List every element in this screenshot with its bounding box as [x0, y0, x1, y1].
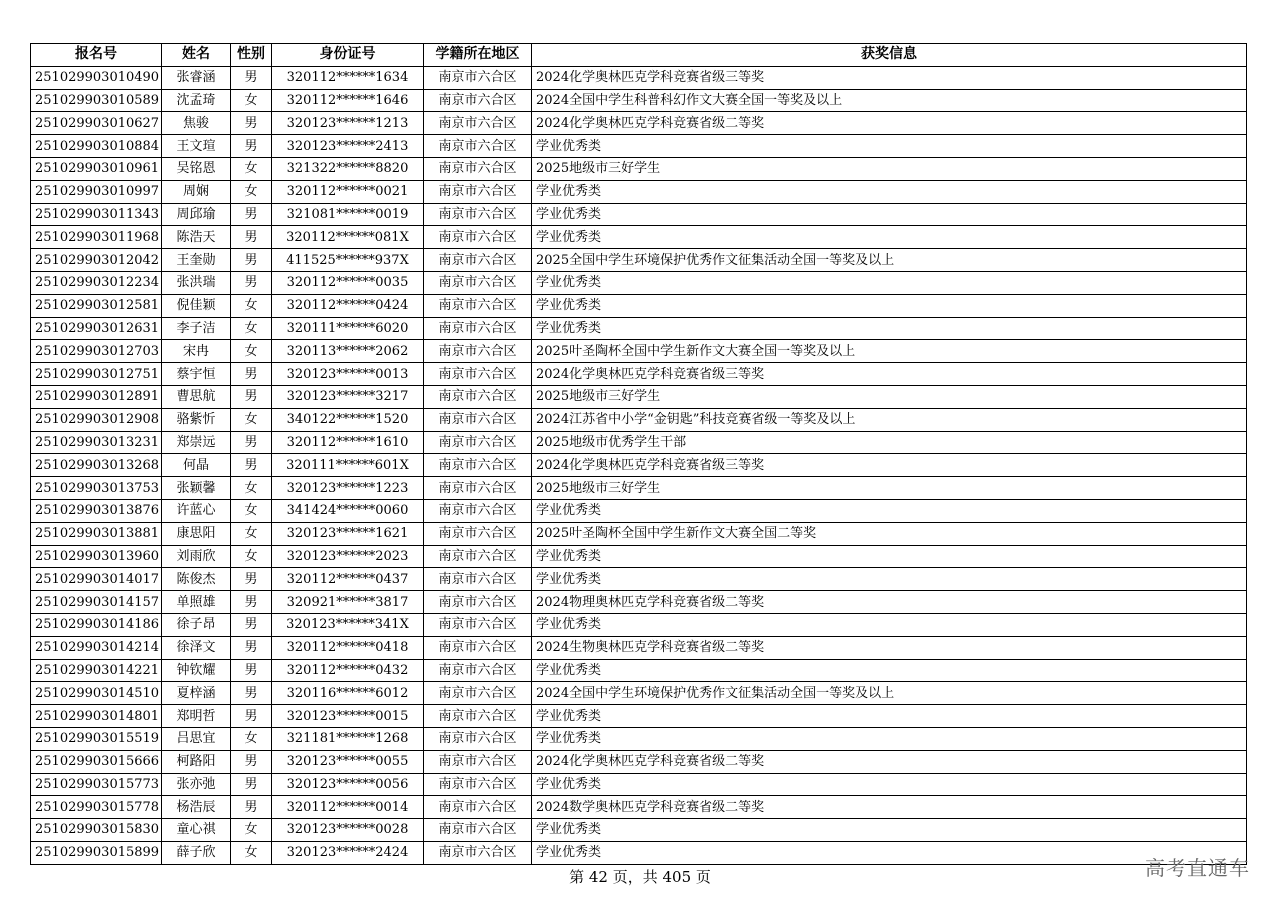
table-row	[31, 408, 1247, 431]
gender-cell: 男	[231, 385, 272, 408]
table-row	[31, 636, 1247, 659]
table-row	[31, 66, 1247, 89]
table-row	[31, 340, 1247, 363]
gender-cell: 女	[231, 157, 272, 180]
region-cell: 南京市六合区	[424, 636, 532, 659]
id-card-cell: 320123******1621	[272, 522, 424, 545]
registration-number-cell: 251029903014186	[31, 613, 162, 636]
id-card-cell: 340122******1520	[272, 408, 424, 431]
region-cell: 南京市六合区	[424, 66, 532, 89]
award-cell: 学业优秀类	[532, 203, 1247, 226]
id-card-cell: 320123******0056	[272, 773, 424, 796]
name-cell: 李子洁	[162, 317, 231, 340]
gender-cell: 男	[231, 226, 272, 249]
award-cell: 学业优秀类	[532, 727, 1247, 750]
region-cell: 南京市六合区	[424, 180, 532, 203]
name-cell: 柯路阳	[162, 750, 231, 773]
region-cell: 南京市六合区	[424, 363, 532, 386]
id-card-cell: 320112******081X	[272, 226, 424, 249]
award-cell: 2025叶圣陶杯全国中学生新作文大赛全国一等奖及以上	[532, 340, 1247, 363]
id-card-cell: 320112******0021	[272, 180, 424, 203]
name-cell: 王奎勋	[162, 249, 231, 272]
table-row	[31, 112, 1247, 135]
gender-cell: 女	[231, 819, 272, 842]
region-cell: 南京市六合区	[424, 385, 532, 408]
id-card-cell: 320123******2413	[272, 135, 424, 158]
registration-number-cell: 251029903015666	[31, 750, 162, 773]
gender-cell: 男	[231, 66, 272, 89]
table-row	[31, 522, 1247, 545]
registration-number-cell: 251029903013960	[31, 545, 162, 568]
table-row	[31, 773, 1247, 796]
registration-number-cell: 251029903012751	[31, 363, 162, 386]
name-cell: 张颖馨	[162, 477, 231, 500]
award-cell: 学业优秀类	[532, 841, 1247, 864]
name-cell: 徐泽文	[162, 636, 231, 659]
award-cell: 2024化学奥林匹克学科竞赛省级二等奖	[532, 112, 1247, 135]
award-cell: 学业优秀类	[532, 294, 1247, 317]
region-cell: 南京市六合区	[424, 477, 532, 500]
header-gender: 性别	[231, 44, 272, 67]
award-cell: 学业优秀类	[532, 705, 1247, 728]
award-cell: 学业优秀类	[532, 271, 1247, 294]
id-card-cell: 320113******2062	[272, 340, 424, 363]
id-card-cell: 320123******1213	[272, 112, 424, 135]
award-cell: 学业优秀类	[532, 135, 1247, 158]
award-cell: 2024化学奥林匹克学科竞赛省级二等奖	[532, 750, 1247, 773]
id-card-cell: 320112******0432	[272, 659, 424, 682]
name-cell: 钟钦耀	[162, 659, 231, 682]
gender-cell: 女	[231, 841, 272, 864]
name-cell: 陈俊杰	[162, 568, 231, 591]
id-card-cell: 320123******1223	[272, 477, 424, 500]
registration-number-cell: 251029903010490	[31, 66, 162, 89]
table-row	[31, 203, 1247, 226]
registration-number-cell: 251029903015773	[31, 773, 162, 796]
name-cell: 徐子昂	[162, 613, 231, 636]
id-card-cell: 411525******937X	[272, 249, 424, 272]
table-row	[31, 568, 1247, 591]
name-cell: 吕思宜	[162, 727, 231, 750]
table-row	[31, 841, 1247, 864]
name-cell: 宋冉	[162, 340, 231, 363]
id-card-cell: 320921******3817	[272, 591, 424, 614]
table-row	[31, 796, 1247, 819]
region-cell: 南京市六合区	[424, 796, 532, 819]
award-cell: 2024化学奥林匹克学科竞赛省级三等奖	[532, 66, 1247, 89]
name-cell: 蔡宇恒	[162, 363, 231, 386]
gender-cell: 男	[231, 135, 272, 158]
name-cell: 童心祺	[162, 819, 231, 842]
gender-cell: 女	[231, 545, 272, 568]
region-cell: 南京市六合区	[424, 659, 532, 682]
award-cell: 学业优秀类	[532, 568, 1247, 591]
award-cell: 学业优秀类	[532, 499, 1247, 522]
name-cell: 陈浩天	[162, 226, 231, 249]
registration-number-cell: 251029903012631	[31, 317, 162, 340]
region-cell: 南京市六合区	[424, 682, 532, 705]
id-card-cell: 320111******6020	[272, 317, 424, 340]
name-cell: 焦骏	[162, 112, 231, 135]
name-cell: 王文瑄	[162, 135, 231, 158]
gender-cell: 女	[231, 408, 272, 431]
region-cell: 南京市六合区	[424, 454, 532, 477]
table-row	[31, 135, 1247, 158]
region-cell: 南京市六合区	[424, 271, 532, 294]
name-cell: 康思阳	[162, 522, 231, 545]
award-cell: 2025全国中学生环境保护优秀作文征集活动全国一等奖及以上	[532, 249, 1247, 272]
id-card-cell: 320123******0013	[272, 363, 424, 386]
award-cell: 学业优秀类	[532, 180, 1247, 203]
region-cell: 南京市六合区	[424, 157, 532, 180]
name-cell: 吴铭恩	[162, 157, 231, 180]
header-region: 学籍所在地区	[424, 44, 532, 67]
gender-cell: 男	[231, 249, 272, 272]
registration-number-cell: 251029903011343	[31, 203, 162, 226]
gender-cell: 男	[231, 659, 272, 682]
region-cell: 南京市六合区	[424, 522, 532, 545]
gender-cell: 男	[231, 431, 272, 454]
gender-cell: 男	[231, 271, 272, 294]
table-row	[31, 659, 1247, 682]
id-card-cell: 321181******1268	[272, 727, 424, 750]
region-cell: 南京市六合区	[424, 89, 532, 112]
award-cell: 2024生物奥林匹克学科竞赛省级二等奖	[532, 636, 1247, 659]
id-card-cell: 320123******0055	[272, 750, 424, 773]
registration-number-cell: 251029903014017	[31, 568, 162, 591]
table-row	[31, 249, 1247, 272]
id-card-cell: 320112******0437	[272, 568, 424, 591]
name-cell: 夏梓涵	[162, 682, 231, 705]
gender-cell: 女	[231, 180, 272, 203]
award-cell: 学业优秀类	[532, 226, 1247, 249]
table-header-row	[31, 44, 1247, 67]
registration-number-cell: 251029903012234	[31, 271, 162, 294]
gender-cell: 男	[231, 705, 272, 728]
region-cell: 南京市六合区	[424, 841, 532, 864]
region-cell: 南京市六合区	[424, 226, 532, 249]
name-cell: 沈孟琦	[162, 89, 231, 112]
registration-number-cell: 251029903014801	[31, 705, 162, 728]
table-row	[31, 682, 1247, 705]
name-cell: 曹思航	[162, 385, 231, 408]
name-cell: 杨浩辰	[162, 796, 231, 819]
region-cell: 南京市六合区	[424, 317, 532, 340]
id-card-cell: 320123******2023	[272, 545, 424, 568]
table-row	[31, 727, 1247, 750]
name-cell: 周邱瑜	[162, 203, 231, 226]
award-cell: 学业优秀类	[532, 613, 1247, 636]
gender-cell: 男	[231, 796, 272, 819]
region-cell: 南京市六合区	[424, 773, 532, 796]
region-cell: 南京市六合区	[424, 545, 532, 568]
header-id-card: 身份证号	[272, 44, 424, 67]
name-cell: 许蓝心	[162, 499, 231, 522]
award-cell: 2025地级市优秀学生干部	[532, 431, 1247, 454]
award-cell: 2025地级市三好学生	[532, 157, 1247, 180]
region-cell: 南京市六合区	[424, 750, 532, 773]
name-cell: 薛子欣	[162, 841, 231, 864]
award-cell: 2024化学奥林匹克学科竞赛省级三等奖	[532, 363, 1247, 386]
name-cell: 张洪瑞	[162, 271, 231, 294]
gender-cell: 女	[231, 317, 272, 340]
award-cell: 2024数学奥林匹克学科竞赛省级二等奖	[532, 796, 1247, 819]
gender-cell: 女	[231, 477, 272, 500]
registration-number-cell: 251029903014221	[31, 659, 162, 682]
registration-number-cell: 251029903010589	[31, 89, 162, 112]
id-card-cell: 320123******0028	[272, 819, 424, 842]
table-row	[31, 363, 1247, 386]
gender-cell: 女	[231, 340, 272, 363]
table-row	[31, 180, 1247, 203]
table-row	[31, 385, 1247, 408]
table-row	[31, 271, 1247, 294]
table-row	[31, 477, 1247, 500]
region-cell: 南京市六合区	[424, 249, 532, 272]
region-cell: 南京市六合区	[424, 340, 532, 363]
region-cell: 南京市六合区	[424, 294, 532, 317]
region-cell: 南京市六合区	[424, 135, 532, 158]
table-row	[31, 226, 1247, 249]
header-registration-number: 报名号	[31, 44, 162, 67]
award-cell: 学业优秀类	[532, 545, 1247, 568]
table-row	[31, 294, 1247, 317]
region-cell: 南京市六合区	[424, 203, 532, 226]
name-cell: 张亦弛	[162, 773, 231, 796]
region-cell: 南京市六合区	[424, 727, 532, 750]
registration-number-cell: 251029903010961	[31, 157, 162, 180]
id-card-cell: 320123******0015	[272, 705, 424, 728]
gender-cell: 男	[231, 568, 272, 591]
table-row	[31, 89, 1247, 112]
gender-cell: 女	[231, 727, 272, 750]
gender-cell: 女	[231, 89, 272, 112]
id-card-cell: 320112******0035	[272, 271, 424, 294]
gender-cell: 男	[231, 773, 272, 796]
gender-cell: 男	[231, 750, 272, 773]
award-cell: 学业优秀类	[532, 317, 1247, 340]
id-card-cell: 320123******2424	[272, 841, 424, 864]
registration-number-cell: 251029903012581	[31, 294, 162, 317]
award-cell: 2024江苏省中小学“金钥匙”科技竞赛省级一等奖及以上	[532, 408, 1247, 431]
header-name: 姓名	[162, 44, 231, 67]
table-row	[31, 454, 1247, 477]
registration-number-cell: 251029903010997	[31, 180, 162, 203]
page-footer: 第 42 页，共 405 页	[569, 868, 711, 886]
id-card-cell: 320116******6012	[272, 682, 424, 705]
gender-cell: 男	[231, 613, 272, 636]
award-cell: 学业优秀类	[532, 773, 1247, 796]
award-cell: 2025地级市三好学生	[532, 385, 1247, 408]
table-row	[31, 591, 1247, 614]
registration-number-cell: 251029903012703	[31, 340, 162, 363]
name-cell: 何晶	[162, 454, 231, 477]
name-cell: 郑明哲	[162, 705, 231, 728]
id-card-cell: 320123******3217	[272, 385, 424, 408]
award-cell: 2024物理奥林匹克学科竞赛省级二等奖	[532, 591, 1247, 614]
table-row	[31, 750, 1247, 773]
id-card-cell: 321322******8820	[272, 157, 424, 180]
award-cell: 2025叶圣陶杯全国中学生新作文大赛全国二等奖	[532, 522, 1247, 545]
name-cell: 单照雄	[162, 591, 231, 614]
region-cell: 南京市六合区	[424, 591, 532, 614]
registration-number-cell: 251029903010884	[31, 135, 162, 158]
table-row	[31, 431, 1247, 454]
registration-number-cell: 251029903013231	[31, 431, 162, 454]
award-cell: 2024全国中学生科普科幻作文大赛全国一等奖及以上	[532, 89, 1247, 112]
region-cell: 南京市六合区	[424, 499, 532, 522]
award-cell: 2024全国中学生环境保护优秀作文征集活动全国一等奖及以上	[532, 682, 1247, 705]
gender-cell: 女	[231, 294, 272, 317]
registration-number-cell: 251029903013881	[31, 522, 162, 545]
region-cell: 南京市六合区	[424, 431, 532, 454]
award-list-table	[30, 43, 1247, 865]
id-card-cell: 320112******0418	[272, 636, 424, 659]
gender-cell: 男	[231, 591, 272, 614]
gender-cell: 女	[231, 522, 272, 545]
table-row	[31, 613, 1247, 636]
region-cell: 南京市六合区	[424, 819, 532, 842]
id-card-cell: 320112******1610	[272, 431, 424, 454]
id-card-cell: 320123******341X	[272, 613, 424, 636]
table-row	[31, 317, 1247, 340]
registration-number-cell: 251029903015899	[31, 841, 162, 864]
table-row	[31, 545, 1247, 568]
gender-cell: 男	[231, 203, 272, 226]
table-row	[31, 157, 1247, 180]
id-card-cell: 320112******0014	[272, 796, 424, 819]
table-row	[31, 819, 1247, 842]
registration-number-cell: 251029903011968	[31, 226, 162, 249]
award-cell: 2025地级市三好学生	[532, 477, 1247, 500]
id-card-cell: 320112******1634	[272, 66, 424, 89]
name-cell: 倪佳颖	[162, 294, 231, 317]
gender-cell: 女	[231, 499, 272, 522]
name-cell: 骆紫忻	[162, 408, 231, 431]
name-cell: 郑崇远	[162, 431, 231, 454]
region-cell: 南京市六合区	[424, 613, 532, 636]
id-card-cell: 320111******601X	[272, 454, 424, 477]
registration-number-cell: 251029903012042	[31, 249, 162, 272]
table-row	[31, 499, 1247, 522]
gender-cell: 男	[231, 363, 272, 386]
name-cell: 周娴	[162, 180, 231, 203]
registration-number-cell: 251029903013753	[31, 477, 162, 500]
registration-number-cell: 251029903015519	[31, 727, 162, 750]
id-card-cell: 320112******0424	[272, 294, 424, 317]
registration-number-cell: 251029903013268	[31, 454, 162, 477]
region-cell: 南京市六合区	[424, 408, 532, 431]
table-row	[31, 705, 1247, 728]
registration-number-cell: 251029903014510	[31, 682, 162, 705]
gender-cell: 男	[231, 636, 272, 659]
gender-cell: 男	[231, 454, 272, 477]
registration-number-cell: 251029903014214	[31, 636, 162, 659]
header-award-info: 获奖信息	[532, 44, 1247, 67]
region-cell: 南京市六合区	[424, 568, 532, 591]
registration-number-cell: 251029903014157	[31, 591, 162, 614]
award-cell: 学业优秀类	[532, 659, 1247, 682]
name-cell: 刘雨欣	[162, 545, 231, 568]
award-cell: 2024化学奥林匹克学科竞赛省级三等奖	[532, 454, 1247, 477]
watermark-text: 高考直通车	[1145, 856, 1250, 880]
registration-number-cell: 251029903015830	[31, 819, 162, 842]
registration-number-cell: 251029903010627	[31, 112, 162, 135]
registration-number-cell: 251029903015778	[31, 796, 162, 819]
award-cell: 学业优秀类	[532, 819, 1247, 842]
registration-number-cell: 251029903012891	[31, 385, 162, 408]
gender-cell: 男	[231, 682, 272, 705]
registration-number-cell: 251029903013876	[31, 499, 162, 522]
registration-number-cell: 251029903012908	[31, 408, 162, 431]
id-card-cell: 321081******0019	[272, 203, 424, 226]
id-card-cell: 341424******0060	[272, 499, 424, 522]
gender-cell: 男	[231, 112, 272, 135]
region-cell: 南京市六合区	[424, 112, 532, 135]
id-card-cell: 320112******1646	[272, 89, 424, 112]
table-body	[31, 66, 1247, 864]
name-cell: 张睿涵	[162, 66, 231, 89]
region-cell: 南京市六合区	[424, 705, 532, 728]
